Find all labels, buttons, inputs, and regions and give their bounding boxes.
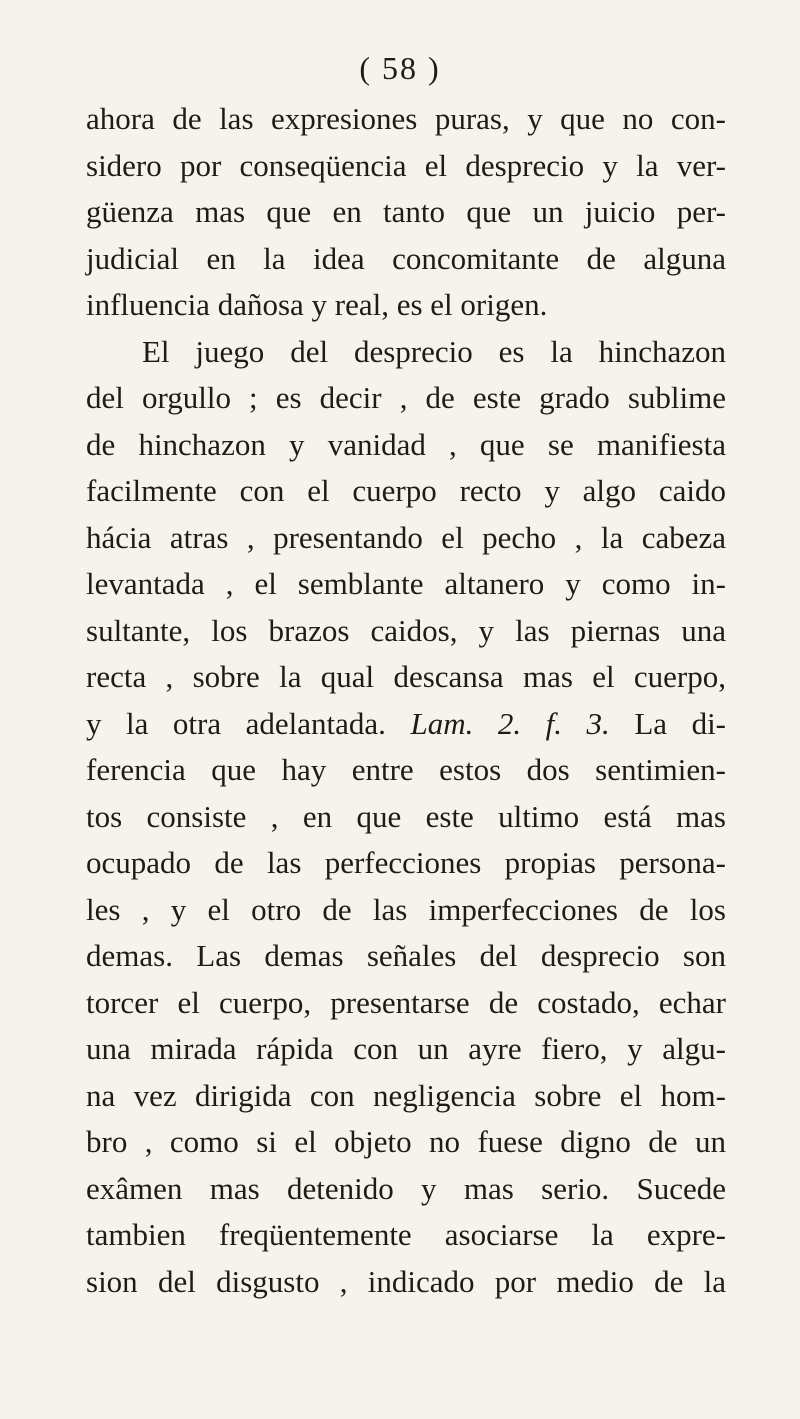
text-line: bro , como si el objeto no fuese digno de un bbox=[86, 1124, 726, 1159]
reference-line-after: La di- bbox=[634, 705, 727, 741]
plate-reference: Lam. 2. f. 3. bbox=[410, 705, 610, 741]
text-line-with-plate-reference bbox=[86, 701, 726, 748]
text-line: tos consiste , en que este ultimo está mas bbox=[86, 798, 726, 834]
text-line: influencia dañosa y real, es el origen. bbox=[86, 287, 548, 322]
text-line: tambien freqüentemente asociarse la expre- bbox=[86, 1217, 726, 1252]
text-line: güenza mas que en tanto que un juicio per- bbox=[86, 194, 726, 229]
text-line: na vez dirigida con negligencia sobre el hom- bbox=[86, 1077, 726, 1113]
text-line: les , y el otro de las imperfecciones de los bbox=[86, 891, 726, 927]
text-line: exâmen mas detenido y mas serio. Sucede bbox=[86, 1170, 726, 1206]
reference-line-before: y la otra adelantada. bbox=[86, 705, 386, 741]
text-line: del orgullo ; es decir , de este grado sublime bbox=[86, 380, 726, 415]
text-line: ocupado de las perfecciones propias persona- bbox=[86, 845, 726, 880]
text-line: facilmente con el cuerpo recto y algo caido bbox=[86, 473, 726, 508]
text-line: El juego del desprecio es la hinchazon bbox=[142, 333, 726, 369]
text-line: recta , sobre la qual descansa mas el cuerpo, bbox=[86, 659, 726, 694]
text-line: judicial en la idea concomitante de alguna bbox=[86, 240, 726, 276]
text-line: ahora de las expresiones puras, y que no con- bbox=[86, 101, 726, 136]
text-line: sion del disgusto , indicado por medio de la bbox=[86, 1263, 726, 1299]
text-line: levantada , el semblante altanero y como in- bbox=[86, 566, 726, 601]
text-line: sultante, los brazos caidos, y las piernas una bbox=[86, 612, 726, 648]
page-number: ( 58 ) bbox=[359, 50, 441, 86]
body-text bbox=[86, 96, 726, 1305]
text-line: torcer el cuerpo, presentarse de costado, echar bbox=[86, 984, 726, 1020]
text-line: de hinchazon y vanidad , que se manifiesta bbox=[86, 426, 726, 462]
text-line: sidero por conseqüencia el desprecio y la ver- bbox=[86, 147, 726, 183]
text-line: ferencia que hay entre estos dos sentimien- bbox=[86, 752, 726, 787]
text-line: demas. Las demas señales del desprecio son bbox=[86, 938, 726, 973]
text-line: una mirada rápida con un ayre fiero, y algu- bbox=[86, 1031, 726, 1066]
text-line: hácia atras , presentando el pecho , la cabeza bbox=[86, 519, 726, 555]
